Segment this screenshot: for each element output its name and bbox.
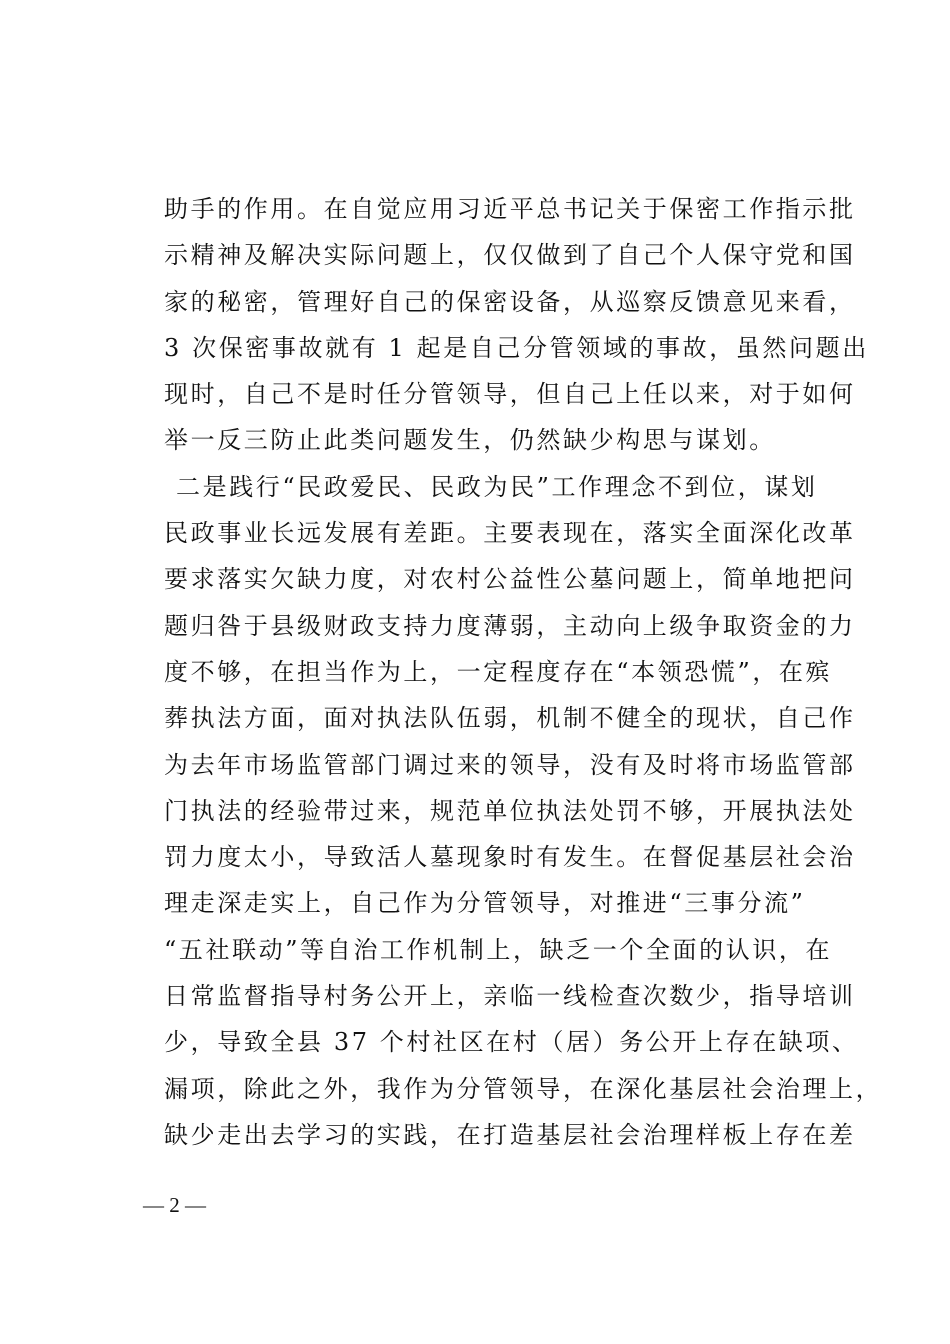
text-line: 为去年市场监管部门调过来的领导，没有及时将市场监管部 xyxy=(164,750,856,779)
text-line: 少，导致全县 37 个村社区在村（居）务公开上存在缺项、 xyxy=(164,1028,859,1057)
text-line: 举一反三防止此类问题发生，仍然缺少构思与谋划。 xyxy=(164,426,776,455)
text-line: 二是践行“民政爱民、民政为民”工作理念不到位，谋划 xyxy=(176,472,818,501)
text-line: 理走深走实上，自己作为分管领导，对推进“三事分流” xyxy=(164,889,806,918)
text-line: 葬执法方面，面对执法队伍弱，机制不健全的现状，自己作 xyxy=(164,704,856,733)
page-number: — 2 — xyxy=(143,1193,206,1217)
text-line: 要求落实欠缺力度，对农村公益性公墓问题上，简单地把问 xyxy=(164,565,856,594)
text-line: 漏项，除此之外，我作为分管领导，在深化基层社会治理上， xyxy=(164,1074,883,1103)
text-line: 民政事业长远发展有差距。主要表现在，落实全面深化改革 xyxy=(164,519,856,548)
text-line: 罚力度太小，导致活人墓现象时有发生。在督促基层社会治 xyxy=(164,843,856,872)
text-line: 现时，自己不是时任分管领导，但自己上任以来，对于如何 xyxy=(164,380,856,409)
text-line: 缺少走出去学习的实践，在打造基层社会治理样板上存在差 xyxy=(164,1120,856,1149)
text-line: 题归咎于县级财政支持力度薄弱，主动向上级争取资金的力 xyxy=(164,611,856,640)
text-line: “五社联动”等自治工作机制上，缺乏一个全面的认识，在 xyxy=(164,935,833,964)
paragraph-2 xyxy=(164,464,883,1158)
document-body xyxy=(164,186,883,1158)
text-line: 助手的作用。在自觉应用习近平总书记关于保密工作指示批 xyxy=(164,195,856,223)
text-line: 3 次保密事故就有 1 起是自己分管领域的事故，虽然问题出 xyxy=(164,333,869,362)
paragraph-1 xyxy=(164,186,869,464)
text-line: 日常监督指导村务公开上，亲临一线检查次数少，指导培训 xyxy=(164,982,856,1011)
text-line: 家的秘密，管理好自己的保密设备，从巡察反馈意见来看， xyxy=(164,287,856,316)
text-line: 示精神及解决实际问题上，仅仅做到了自己个人保守党和国 xyxy=(164,241,856,270)
text-line: 门执法的经验带过来，规范单位执法处罚不够，开展执法处 xyxy=(164,796,856,825)
text-line: 度不够，在担当作为上，一定程度存在“本领恐慌”，在殡 xyxy=(164,657,833,686)
